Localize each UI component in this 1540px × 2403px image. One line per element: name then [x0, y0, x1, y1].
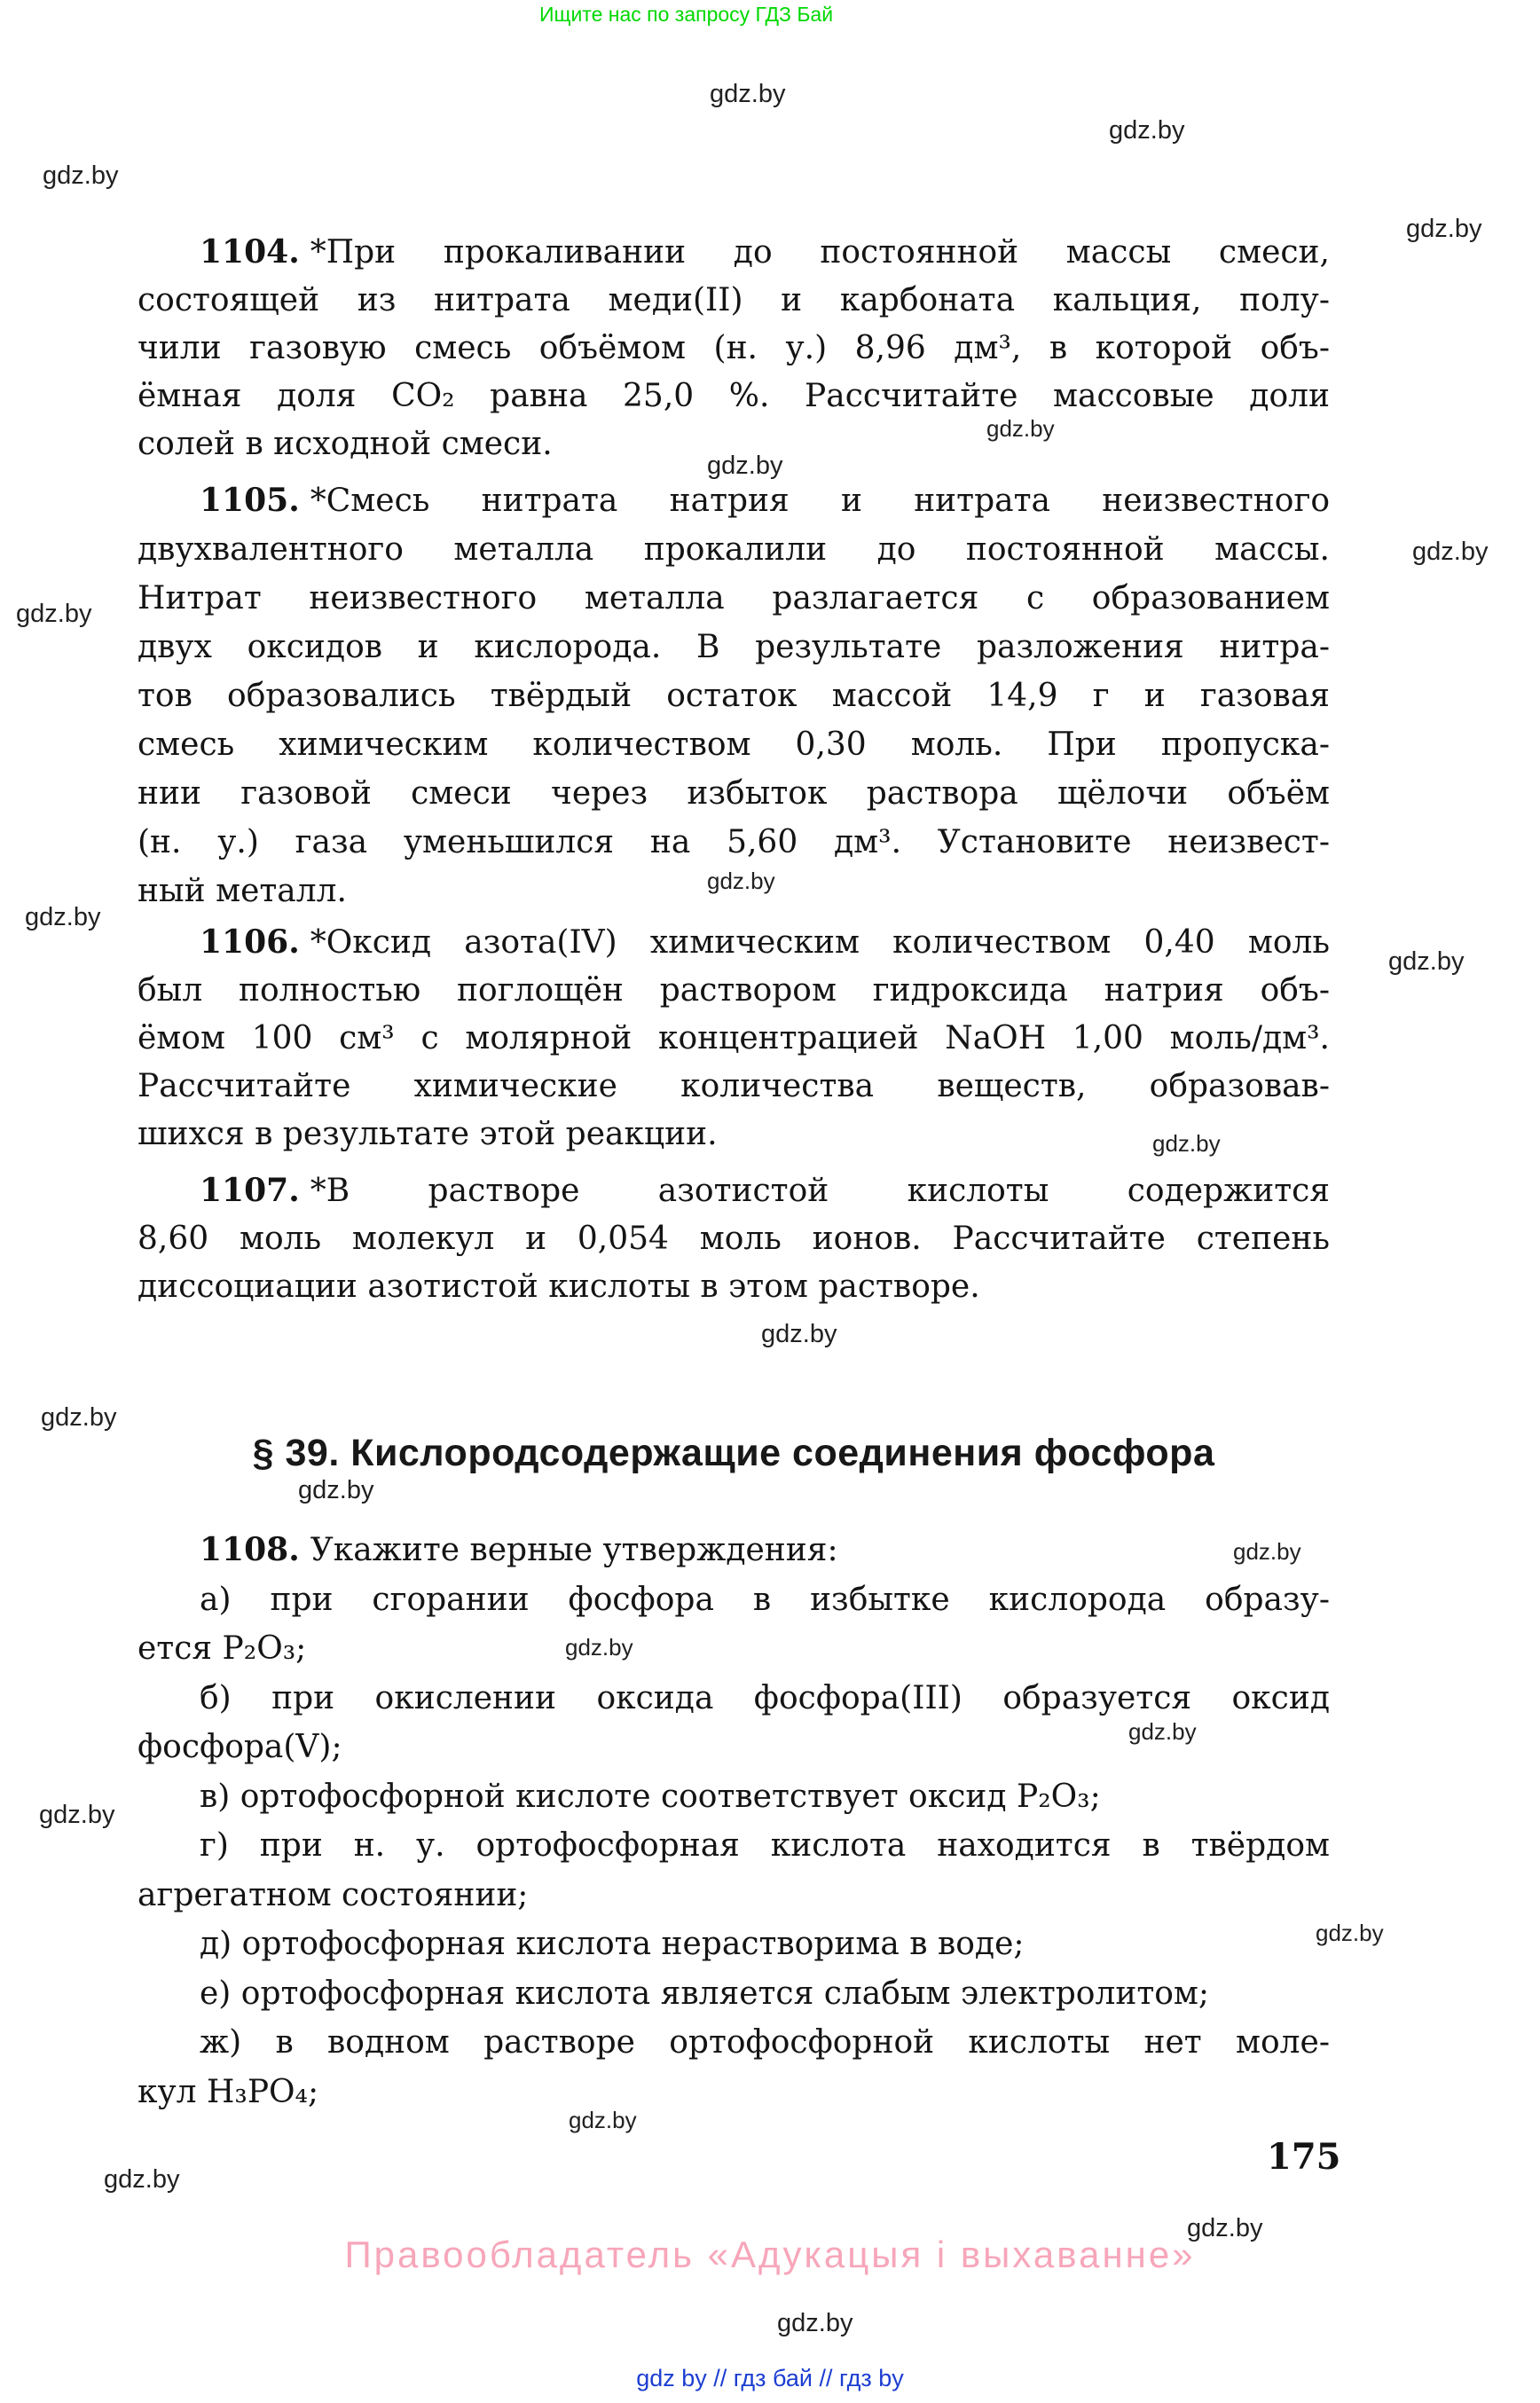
text-line — [138, 1526, 1330, 1575]
list-item-zh — [138, 2018, 1330, 2116]
problem-1105 — [138, 476, 1330, 915]
gdz-watermark: gdz.by — [104, 2165, 180, 2194]
text-line: ёмная доля CO₂ равна 25,0 %. Рассчитайте массовые доли — [138, 378, 1330, 414]
gdz-watermark: gdz.by — [1233, 1538, 1301, 1565]
list-item-a — [138, 1575, 1330, 1674]
promo-text: Ищите нас по запросу ГДЗ Бай — [539, 3, 834, 26]
gdz-watermark: gdz.by — [1152, 1130, 1221, 1157]
text-line: кул H₃PO₄; — [138, 2073, 319, 2110]
problem-1104 — [138, 228, 1330, 468]
gdz-watermark: gdz.by — [1109, 116, 1185, 145]
gdz-watermark: gdz.by — [761, 1320, 837, 1348]
text-line-body: Укажите верные утверждения: — [310, 1532, 838, 1568]
gdz-watermark: gdz.by — [565, 1634, 633, 1661]
list-item-e — [138, 1969, 1330, 2019]
gdz-watermark: gdz.by — [1388, 947, 1465, 976]
text-line-body: *Оксид азота(IV) химическим количеством 0,40 моль — [310, 924, 1330, 961]
text-line: был полностью поглощён раствором гидроксида натрия объ- — [138, 972, 1330, 1009]
text-line: д) ортофосфорная кислота нерастворима в воде; — [200, 1926, 1025, 1962]
gdz-watermark: gdz.by — [25, 903, 101, 931]
gdz-watermark: gdz.by — [1128, 1718, 1197, 1745]
text-line: фосфора(V); — [138, 1729, 342, 1765]
text-line: состоящей из нитрата меди(II) и карбоната кальция, полу- — [138, 282, 1330, 318]
problem-1107 — [138, 1166, 1330, 1311]
footer-links[interactable]: gdz by // гдз бай // гдз by — [636, 2365, 904, 2391]
gdz-watermark: gdz.by — [777, 2309, 853, 2337]
problem-number: 1104. — [200, 233, 300, 271]
copyright-footer: Правообладатель «Адукацыя і выхаванне» — [344, 2234, 1196, 2275]
gdz-watermark: gdz.by — [1316, 1920, 1384, 1946]
gdz-watermark: gdz.by — [569, 2107, 637, 2133]
gdz-watermark: gdz.by — [707, 868, 775, 894]
text-line-body: *В растворе азотистой кислоты содержится — [310, 1173, 1330, 1209]
text-line: е) ортофосфорная кислота является слабым электролитом; — [200, 1975, 1210, 2012]
text-line: (н. у.) газа уменьшился на 5,60 дм³. Установите неизвест- — [138, 824, 1330, 860]
text-line: тов образовались твёрдый остаток массой 14,9 г и газовая — [138, 678, 1330, 714]
text-line: 8,60 моль молекул и 0,054 моль ионов. Рассчитайте степень — [138, 1221, 1330, 1257]
problem-1106 — [138, 918, 1330, 1158]
text-line: агрегатном состоянии; — [138, 1876, 529, 1913]
text-line: в) ортофосфорной кислоте соответствует оксид P₂O₃; — [200, 1778, 1101, 1815]
text-line: Нитрат неизвестного металла разлагается с образованием — [138, 580, 1330, 616]
gdz-watermark: gdz.by — [16, 600, 92, 628]
text-line-body: *Смесь нитрата натрия и нитрата неизвестного — [310, 483, 1330, 519]
gdz-watermark: gdz.by — [1187, 2214, 1263, 2242]
list-item-v — [138, 1772, 1330, 1822]
list-item-g — [138, 1821, 1330, 1920]
problem-number: 1108. — [200, 1531, 300, 1568]
text-line: двухвалентного металла прокалили до постоянной массы. — [138, 531, 1330, 568]
text-line: шихся в результате этой реакции. — [138, 1116, 718, 1152]
gdz-watermark: gdz.by — [710, 80, 786, 108]
gdz-watermark: gdz.by — [707, 452, 783, 480]
text-line: диссоциации азотистой кислоты в этом растворе. — [138, 1268, 980, 1305]
problem-number: 1106. — [200, 923, 300, 961]
text-line: Рассчитайте химические количества веществ, образовав- — [138, 1068, 1330, 1104]
gdz-watermark: gdz.by — [1412, 538, 1489, 566]
problem-1108 — [138, 1526, 1330, 2116]
section-heading: § 39. Кислородсодержащие соединения фосфора — [252, 1432, 1215, 1474]
text-line: г) при н. у. ортофосфорная кислота находится в твёрдом — [200, 1827, 1330, 1864]
gdz-watermark: gdz.by — [41, 1403, 117, 1432]
gdz-watermark: gdz.by — [986, 415, 1055, 442]
text-line: а) при сгорании фосфора в избытке кислорода образу- — [200, 1581, 1330, 1618]
text-line: солей в исходной смеси. — [138, 426, 553, 462]
text-line: ж) в водном растворе ортофосфорной кислоты нет моле- — [200, 2024, 1330, 2061]
text-line-body: *При прокаливании до постоянной массы смеси, — [310, 234, 1330, 271]
gdz-watermark: gdz.by — [43, 161, 119, 190]
text-line: ёмом 100 см³ с молярной концентрацией NaOH 1,00 моль/дм³. — [138, 1020, 1330, 1056]
text-line — [138, 228, 1330, 277]
text-line: чили газовую смесь объёмом (н. у.) 8,96 дм³, в которой объ- — [138, 330, 1330, 366]
text-line: б) при окислении оксида фосфора(III) образуется оксид — [200, 1679, 1330, 1716]
text-line — [138, 476, 1330, 525]
gdz-watermark: gdz.by — [39, 1801, 115, 1829]
text-line — [138, 1166, 1330, 1215]
problem-number: 1107. — [200, 1172, 300, 1209]
list-item-b — [138, 1674, 1330, 1772]
text-line: нии газовой смеси через избыток раствора щёлочи объём — [138, 775, 1330, 812]
text-line: смесь химическим количеством 0,30 моль. При пропуска- — [138, 726, 1330, 763]
page-number: 175 — [1267, 2136, 1341, 2178]
text-line: ется P₂O₃; — [138, 1630, 307, 1667]
text-line: двух оксидов и кислорода. В результате разложения нитра- — [138, 629, 1330, 665]
text-line — [138, 918, 1330, 967]
gdz-watermark: gdz.by — [1406, 215, 1482, 243]
problems-column — [138, 0, 1330, 2403]
gdz-watermark: gdz.by — [298, 1476, 374, 1504]
text-line: ный металл. — [138, 873, 347, 909]
list-item-d — [138, 1920, 1330, 1969]
problem-number: 1105. — [200, 482, 300, 519]
